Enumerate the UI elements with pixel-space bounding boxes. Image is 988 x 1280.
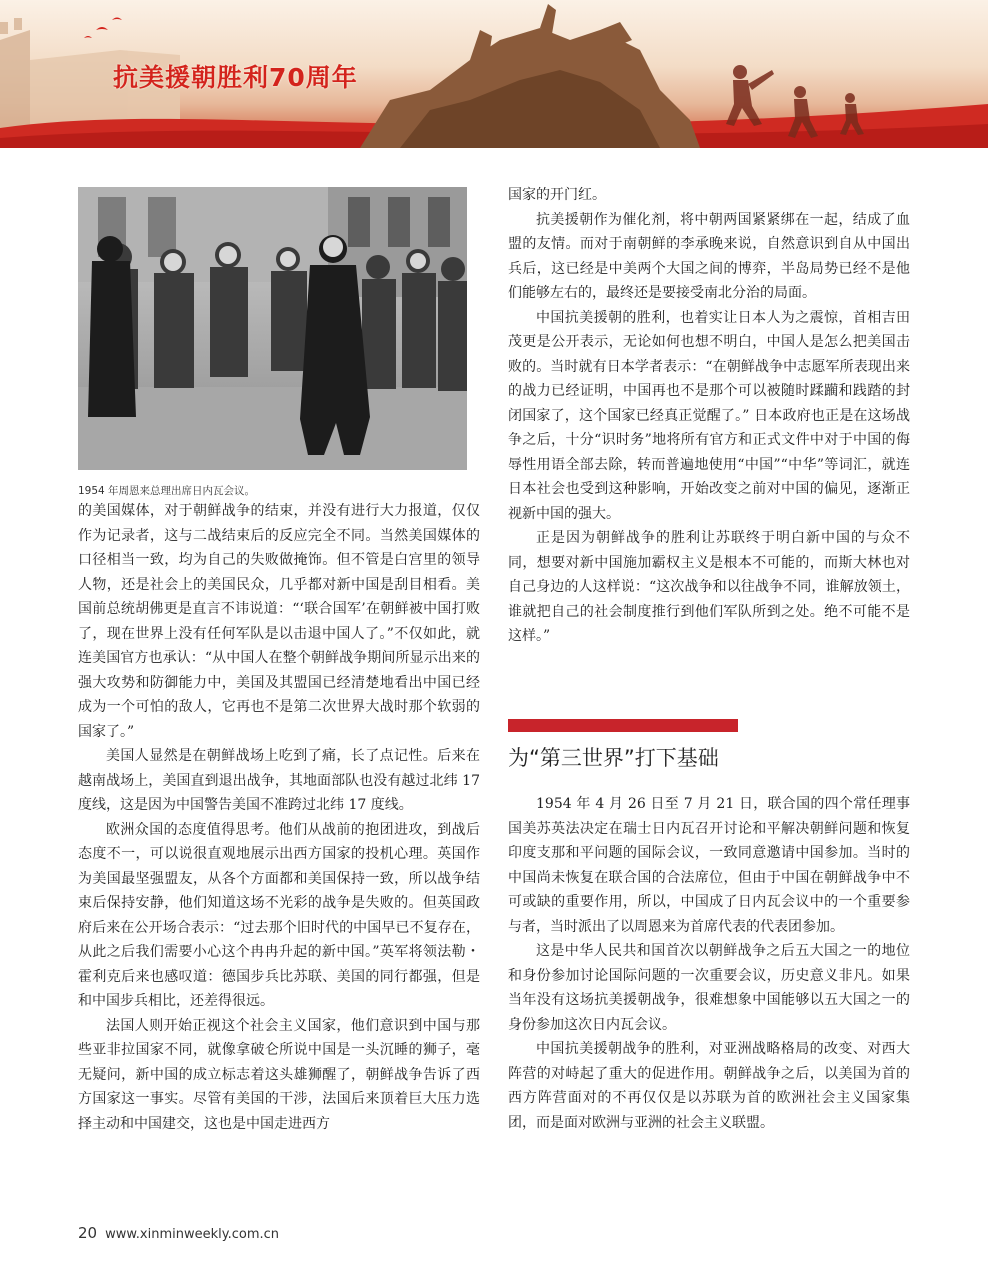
section-title: 为“第三世界”打下基础: [508, 746, 719, 770]
paragraph: 正是因为朝鲜战争的胜利让苏联终于明白新中国的与众不同，想要对新中国施加霸权主义是根本不可能的，而斯大林也对自己身边的人这样说：“这次战争和以往战争不同，谁解放领土，谁就把自己的社会制度推行到他们军队所到之处。绝不可能不是这样。”: [508, 530, 910, 644]
photo-image: [78, 187, 467, 470]
section-accent-bar: [508, 719, 738, 732]
header-banner: [0, 0, 988, 148]
paragraph: 1954 年 4 月 26 日至 7 月 21 日，联合国的四个常任理事国美苏英法决定在瑞士日内瓦召开讨论和平解决朝鲜问题和恢复印度支那和平问题的国际会议，一致同意邀请中国参加。当时的中国尚未恢复在联合国的合法席位，但由于中国在朝鲜战争中不可或缺的重要作用，所以，中国成了日内瓦会议中的一个重要参与者，当时派出了以周恩来为首席代表的代表团参加。: [508, 796, 910, 935]
paragraph: 中国抗美援朝的胜利，也着实让日本人为之震惊，首相吉田茂更是公开表示，无论如何也想不明白，中国人是怎么把美国击败的。当时就有日本学者表示：“在朝鲜战争中志愿军所表现出来的战力已经证明，中国再也不是那个可以被随时蹂躏和践踏的封闭国家了，这个国家已经真正觉醒了。” 日本政府也正是在这场战争之后，十分“识时务”地将所有官方和正式文件中对于中国的侮辱性用语全部去除，转而普遍地使用“中国”“中华”等词汇，就连日本社会也受到这种影响，开始改变之前对中国的偏见，逐渐正视新中国的强大。: [508, 309, 910, 522]
paragraph: 国家的开门红。: [508, 187, 606, 203]
right-text-column-bottom: [508, 792, 910, 1135]
left-text-column: [78, 499, 480, 1136]
website-url: www.xinminweekly.com.cn: [105, 1227, 280, 1242]
page-number: 20: [78, 1224, 98, 1242]
paragraph: 法国人则开始正视这个社会主义国家，他们意识到中国与那些亚非拉国家不同，就像拿破仑所说中国是一头沉睡的狮子，毫无疑问，新中国的成立标志着这头雄狮醒了，朝鲜战争告诉了西方国家这一事实。尽管有美国的干涉，法国后来顶着巨大压力选择主动和中国建交，这也是中国走进西方: [78, 1017, 480, 1132]
page-footer: [78, 1224, 279, 1242]
paragraph: 的美国媒体，对于朝鲜战争的结束，并没有进行大力报道，仅仅作为记录者，这与二战结束后的反应完全不同。当然美国媒体的口径相当一致，均为自己的失败做掩饰。但不管是白宫里的领导人物，还是社会上的美国民众，几乎都对新中国是刮目相看。美国前总统胡佛更是直言不讳说道：“‘联合国军’在朝鲜被中国打败了，现在世界上没有任何军队是以击退中国人了。”不仅如此，就连美国官方也承认：“从中国人在整个朝鲜战争期间所显示出来的强大攻势和防御能力中，美国及其盟国已经清楚地看出中国已经成为一个可怕的敌人，它再也不是第二次世界大战时那个软弱的国家了。”: [78, 503, 480, 740]
paragraph: 欧洲众国的态度值得思考。他们从战前的抱团进攻，到战后态度不一，可以说很直观地展示出西方国家的投机心理。英国作为美国最坚强盟友，从各个方面都和美国保持一致，所以战争结束后保持安静，他们知道这场不光彩的战争是失败的。但英国政府后来在公开场合表示：“过去那个旧时代的中国早已不复存在，从此之后我们需要小心这个冉冉升起的新中国。”英军将领法勒・霍利克后来也感叹道：德国步兵比苏联、美国的同行都强，但是和中国步兵相比，还差得很远。: [78, 821, 480, 1009]
paragraph: 这是中华人民共和国首次以朝鲜战争之后五大国之一的地位和身份参加讨论国际问题的一次重要会议，历史意义非凡。如果当年没有这场抗美援朝战争，很难想象中国能够以五大国之一的身份参加这次日内瓦会议。: [508, 943, 910, 1033]
banner-title: 抗美援朝胜利70周年: [113, 63, 358, 92]
right-text-column-top: [508, 183, 910, 649]
paragraph: 美国人显然是在朝鲜战场上吃到了痛，长了点记性。后来在越南战场上，美国直到退出战争，其地面部队也没有越过北纬 17 度线，这是因为中国警告美国不准跨过北纬 17 度线。: [78, 748, 480, 813]
historical-photo: [78, 187, 467, 470]
paragraph: 中国抗美援朝战争的胜利，对亚洲战略格局的改变、对西大阵营的对峙起了重大的促进作用。朝鲜战争之后，以美国为首的西方阵营面对的不再仅仅是以苏联为首的欧洲社会主义国家集团，而是面对欧洲与亚洲的社会主义联盟。: [508, 1041, 910, 1131]
photo-caption: 1954 年周恩来总理出席日内瓦会议。: [78, 485, 256, 497]
paragraph: 抗美援朝作为催化剂，将中朝两国紧紧绑在一起，结成了血盟的友情。而对于南朝鲜的李承晚来说，自然意识到自从中国出兵后，这已经是中美两个大国之间的博弈，半岛局势已经不是他们能够左右的，最终还是要接受南北分治的局面。: [508, 211, 910, 301]
